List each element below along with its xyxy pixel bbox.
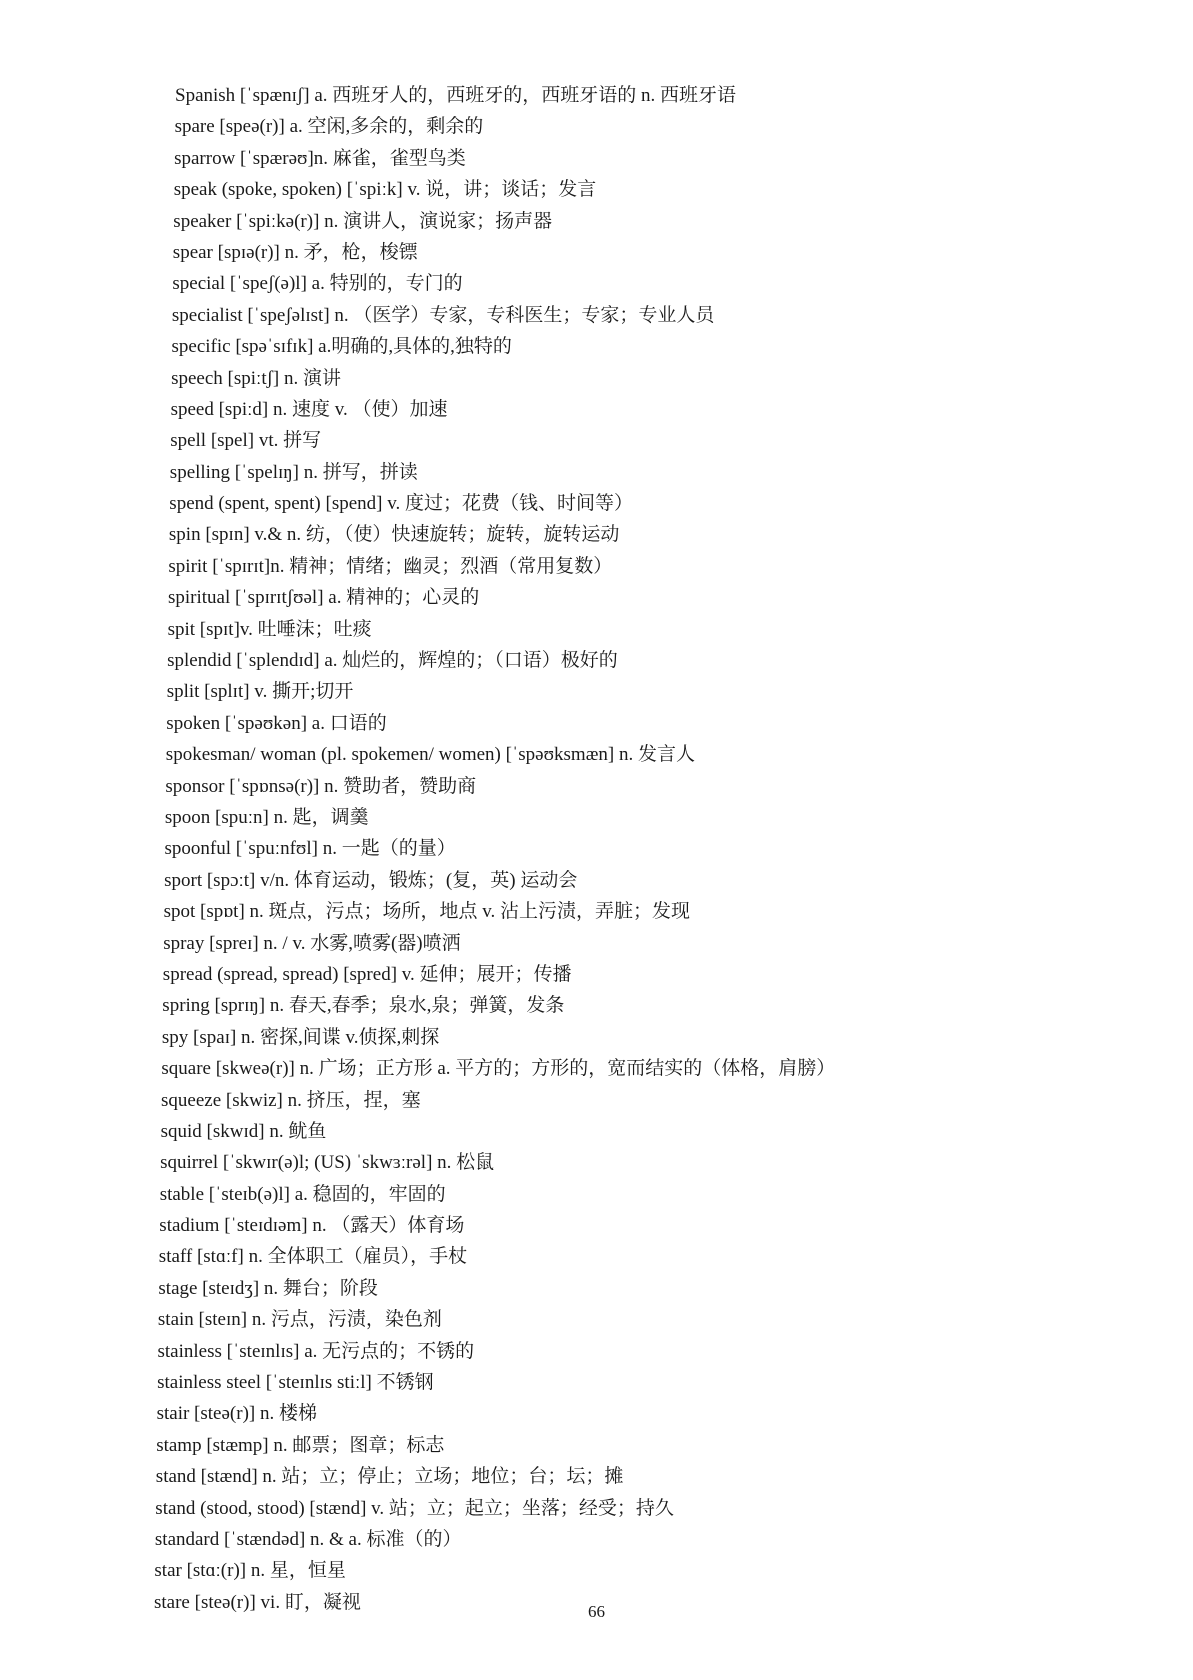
vocabulary-entry: specific [spəˈsɪfɪk] a.明确的,具体的,独特的	[171, 336, 512, 358]
vocabulary-entry: squirrel [ˈskwɪr(ə)l; (US) ˈskwɜːrəl] n. 松鼠	[160, 1152, 495, 1174]
vocabulary-entry: specialist [ˈspeʃəlɪst] n. （医学）专家，专科医生；专家；专业人员	[171, 304, 715, 326]
vocabulary-entry: spare [speə(r)] a. 空闲,多余的，剩余的	[174, 116, 484, 138]
vocabulary-entry: stare [steə(r)] vi. 盯，凝视	[154, 1591, 361, 1613]
vocabulary-entry: stair [steə(r)] n. 楼梯	[156, 1403, 317, 1425]
vocabulary-entry: Spanish [ˈspænɪʃ] a. 西班牙人的，西班牙的，西班牙语的 n. 西班牙语	[175, 85, 737, 106]
vocabulary-entry: split [splɪt] v. 撕开;切开	[166, 681, 354, 703]
vocabulary-entry: staff [stɑːf] n. 全体职工（雇员），手杖	[158, 1246, 468, 1268]
vocabulary-entry: stand (stood, stood) [stænd] v. 站；立；起立；坐落；经受；持久	[155, 1497, 674, 1519]
vocabulary-entry: square [skweə(r)] n. 广场；正方形 a. 平方的；方形的，宽而结实的（体格，肩膀）	[161, 1058, 836, 1080]
vocabulary-entry: stainless [ˈsteɪnlɪs] a. 无污点的；不锈的	[157, 1340, 475, 1362]
vocabulary-entry: spokesman/ woman (pl. spokemen/ women) [ˈspəʊksmæn] n. 发言人	[165, 744, 695, 766]
vocabulary-entry: spelling [ˈspelɪŋ] n. 拼写，拼读	[169, 461, 418, 483]
vocabulary-entry: splendid [ˈsplendɪd] a. 灿烂的，辉煌的；（口语）极好的	[167, 650, 618, 672]
vocabulary-entry: spoon [spuːn] n. 匙，调羹	[164, 806, 369, 828]
vocabulary-entry: speech [spiːtʃ] n. 演讲	[171, 367, 341, 389]
vocabulary-entry: spring [sprɪŋ] n. 春天,春季；泉水,泉；弹簧，发条	[162, 995, 565, 1017]
vocabulary-entry: stamp [stæmp] n. 邮票；图章；标志	[156, 1434, 445, 1456]
vocabulary-entry: squid [skwɪd] n. 鱿鱼	[160, 1120, 327, 1142]
vocabulary-entry: sponsor [ˈspɒnsə(r)] n. 赞助者，赞助商	[165, 775, 477, 797]
page-number: 66	[588, 1602, 605, 1621]
vocabulary-entry: sport [spɔːt] v/n. 体育运动，锻炼；(复，英) 运动会	[164, 869, 578, 891]
vocabulary-entry: sparrow [ˈspærəʊ]n. 麻雀，雀型鸟类	[174, 147, 466, 169]
vocabulary-entry: star [stɑː(r)] n. 星，恒星	[154, 1560, 346, 1582]
vocabulary-entry: spend (spent, spent) [spend] v. 度过；花费（钱、时间等）	[169, 493, 633, 515]
vocabulary-entry: spit [spɪt]v. 吐唾沫；吐痰	[167, 618, 372, 640]
vocabulary-entry: spray [spreɪ] n. / v. 水雾,喷雾(器)喷洒	[163, 932, 461, 954]
vocabulary-entry: squeeze [skwiz] n. 挤压，捏，塞	[161, 1089, 421, 1111]
vocabulary-entry: spirit [ˈspɪrɪt]n. 精神；情绪；幽灵；烈酒（常用复数）	[168, 555, 613, 577]
vocabulary-entry: speaker [ˈspiːkə(r)] n. 演讲人，演说家；扬声器	[173, 210, 553, 232]
vocabulary-entry: spy [spaɪ] n. 密探,间谍 v.侦探,刺探	[161, 1026, 440, 1048]
vocabulary-list	[0, 80, 1193, 1618]
vocabulary-entry: spin [spɪn] v.& n. 纺，（使）快速旋转；旋转，旋转运动	[168, 524, 620, 546]
vocabulary-entry: stain [steɪn] n. 污点，污渍，染色剂	[157, 1309, 442, 1331]
vocabulary-entry: spoonful [ˈspuːnfʊl] n. 一匙（的量）	[164, 838, 456, 860]
vocabulary-entry: stage [steɪdʒ] n. 舞台；阶段	[158, 1277, 378, 1299]
vocabulary-entry: speak (spoke, spoken) [ˈspiːk] v. 说，讲；谈话；发言	[173, 179, 597, 201]
vocabulary-entry: spell [spel] vt. 拼写	[170, 430, 322, 452]
vocabulary-entry: speed [spiːd] n. 速度 v. （使）加速	[170, 398, 448, 420]
vocabulary-entry: spoken [ˈspəʊkən] a. 口语的	[166, 712, 387, 734]
vocabulary-entry: stainless steel [ˈsteɪnlɪs stiːl] 不锈钢	[157, 1372, 434, 1394]
vocabulary-entry: spot [spɒt] n. 斑点，污点；场所，地点 v. 沾上污渍，弄脏；发现	[163, 901, 691, 923]
vocabulary-entry: spiritual [ˈspɪrɪtʃʊəl] a. 精神的；心灵的	[168, 587, 480, 609]
vocabulary-entry: stadium [ˈsteɪdɪəm] n. （露天）体育场	[159, 1215, 465, 1237]
vocabulary-entry: standard [ˈstændəd] n. & a. 标准（的）	[154, 1528, 462, 1550]
vocabulary-entry: spear [spɪə(r)] n. 矛，枪，梭镖	[172, 241, 418, 263]
vocabulary-entry: spread (spread, spread) [spred] v. 延伸；展开；传播	[162, 963, 572, 985]
vocabulary-entry: stand [stænd] n. 站；立；停止；立场；地位；台；坛；摊	[155, 1466, 624, 1488]
vocabulary-entry: special [ˈspeʃ(ə)l] a. 特别的，专门的	[172, 273, 463, 295]
vocabulary-entry: stable [ˈsteɪb(ə)l] a. 稳固的，牢固的	[159, 1183, 446, 1205]
